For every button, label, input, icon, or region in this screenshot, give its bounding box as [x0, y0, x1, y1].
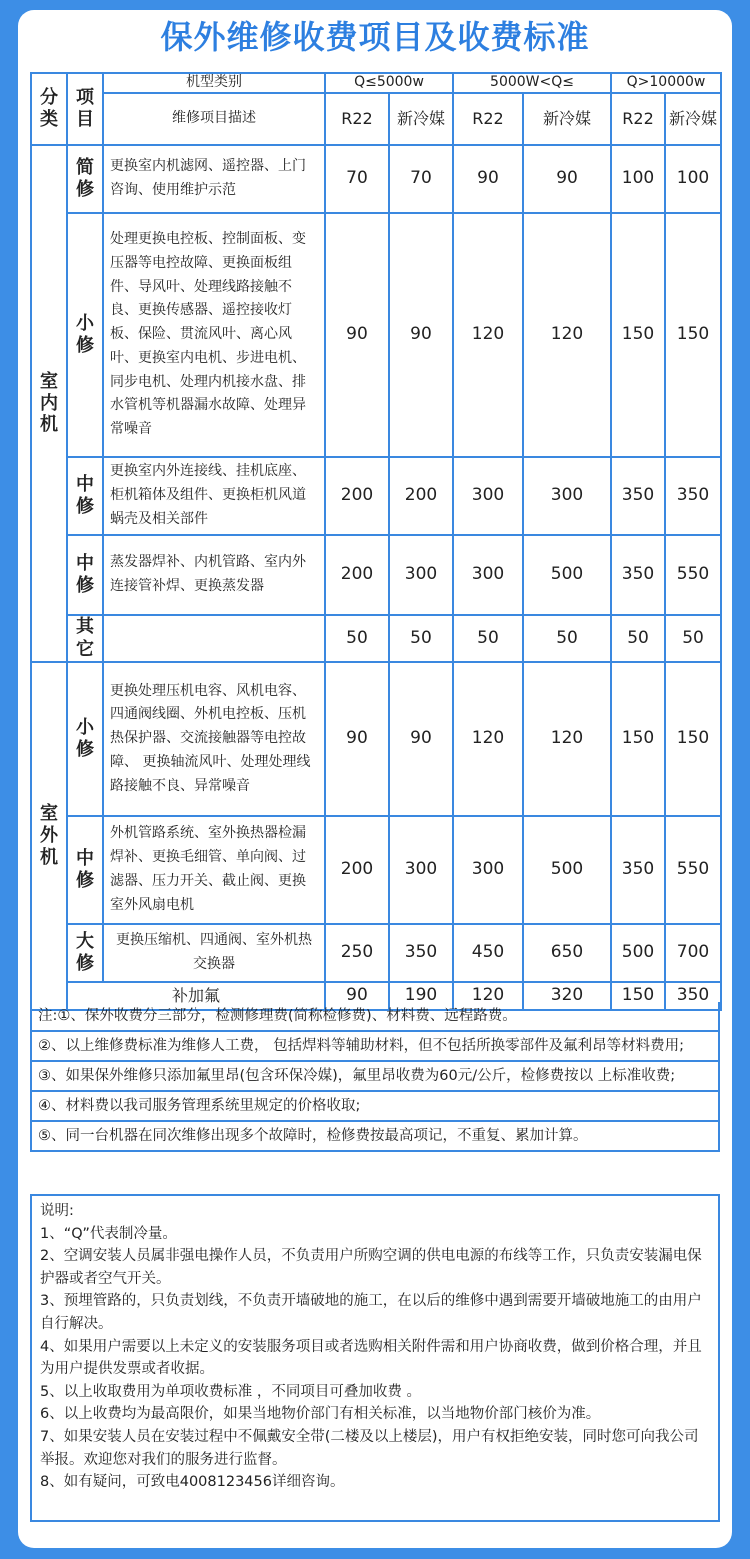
header-sub: R22	[611, 93, 665, 145]
fee-value: 150	[665, 213, 721, 457]
fee-value: 90	[523, 145, 611, 213]
item-desc: 蒸发器焊补、内机管路、室内外连接管补焊、更换蒸发器	[103, 535, 325, 615]
header-sub: 新冷媒	[665, 93, 721, 145]
fee-value: 700	[665, 924, 721, 982]
note-item: ⑤、同一台机器在同次维修出现多个故障时，检修费按最高项记，不重复、累加计算。	[30, 1122, 720, 1152]
fee-value: 450	[453, 924, 523, 982]
explanation-item: 1、“Q”代表制冷量。	[40, 1225, 177, 1242]
fee-value: 550	[665, 816, 721, 924]
explanation-item: 4、如果用户需要以上未定义的安装服务项目或者选购相关附件需和用户协商收费，做到价格合理，并且为用户提供发票或者收据。	[40, 1338, 702, 1378]
explanation-item: 3、预埋管路的，只负责划线，不负责开墙破地的施工，在以后的维修中遇到需要开墙破地施工的由用户自行解决。	[40, 1293, 702, 1332]
fee-value: 500	[523, 535, 611, 615]
explanation-item: 5、以上收取费用为单项收费标准 ，不同项目可叠加收费 。	[40, 1383, 421, 1400]
item-label: 中修	[67, 457, 103, 535]
item-desc: 外机管路系统、室外换热器检漏焊补、更换毛细管、单向阀、过滤器、压力开关、截止阀、更换室外风扇电机	[103, 816, 325, 924]
fee-value: 350	[611, 457, 665, 535]
explanation-box	[30, 1194, 720, 1522]
fee-value: 90	[325, 213, 389, 457]
header-sub: 新冷媒	[523, 93, 611, 145]
fee-value: 90	[389, 662, 453, 816]
item-label: 大修	[67, 924, 103, 982]
header-category: 分类	[31, 73, 67, 145]
item-desc: 更换处理压机电容、风机电容、四通阀线圈、外机电控板、压机热保护器、交流接触器等电控故障、 更换轴流风叶、处理处理线路接触不良、异常噪音	[103, 662, 325, 816]
fee-value: 300	[389, 535, 453, 615]
fee-value: 320	[523, 982, 611, 1010]
header-sub: 新冷媒	[389, 93, 453, 145]
table-row	[31, 924, 721, 982]
fee-value: 90	[325, 662, 389, 816]
fee-value: 350	[611, 535, 665, 615]
fee-value: 190	[389, 982, 453, 1010]
category-outdoor: 室外机	[31, 662, 67, 1010]
fee-value: 70	[389, 145, 453, 213]
table-row	[31, 213, 721, 457]
page-title: 保外维修收费项目及收费标准	[160, 18, 590, 56]
explanation-item: 8、如有疑问，可致电4008123456详细咨询。	[40, 1474, 345, 1491]
fee-value: 150	[611, 213, 665, 457]
header-range-1: Q≤5000w	[325, 73, 453, 93]
header-item: 项目	[67, 73, 103, 145]
explanation-item: 2、空调安装人员属非强电操作人员，不负责用户所购空调的供电电源的布线等工作，只负责安装漏电保护器或者空气开关。	[40, 1248, 702, 1287]
fee-value: 200	[325, 816, 389, 924]
fee-value: 120	[523, 213, 611, 457]
category-indoor: 室内机	[31, 145, 67, 662]
extra-label: 补加氟	[67, 982, 325, 1010]
explanation-heading: 说明:	[40, 1203, 74, 1219]
fee-value: 150	[611, 982, 665, 1010]
fee-value: 250	[325, 924, 389, 982]
fee-value: 200	[325, 457, 389, 535]
fee-value: 90	[325, 982, 389, 1010]
fee-value: 300	[453, 457, 523, 535]
note-item: ②、以上维修费标准为维修人工费， 包括焊料等辅助材料，但不包括所换零部件及氟利昂等材料费用;	[30, 1032, 720, 1062]
item-desc	[103, 615, 325, 662]
item-label: 简修	[67, 145, 103, 213]
fee-value: 50	[523, 615, 611, 662]
header-desc: 维修项目描述	[103, 93, 325, 145]
fee-value: 500	[611, 924, 665, 982]
fee-value: 300	[453, 816, 523, 924]
item-label: 其它	[67, 615, 103, 662]
fee-value: 50	[325, 615, 389, 662]
fee-value: 100	[665, 145, 721, 213]
fee-value: 350	[665, 982, 721, 1010]
header-sub: R22	[325, 93, 389, 145]
fee-value: 90	[389, 213, 453, 457]
fee-value: 120	[523, 662, 611, 816]
item-label: 小修	[67, 662, 103, 816]
fee-value: 50	[665, 615, 721, 662]
table-row	[31, 615, 721, 662]
fee-value: 150	[611, 662, 665, 816]
note-item: ③、如果保外维修只添加氟里昂(包含环保冷媒)，氟里昂收费为60元/公斤，检修费按以 上标准收费;	[30, 1062, 720, 1092]
explanation-item: 6、以上收费均为最高限价，如果当地物价部门有相关标准，以当地物价部门核价为准。	[40, 1406, 601, 1423]
item-desc: 更换室内机滤网、遥控器、上门咨询、使用维护示范	[103, 145, 325, 213]
fee-value: 70	[325, 145, 389, 213]
note-item: 注:①、保外收费分三部分，检测修理费(简称检修费)、材料费、远程路费。	[30, 1002, 720, 1032]
table-row	[31, 145, 721, 213]
fee-value: 300	[389, 816, 453, 924]
notes-section	[30, 1002, 720, 1152]
fee-value: 120	[453, 662, 523, 816]
fee-table	[30, 72, 722, 1011]
item-label: 中修	[67, 535, 103, 615]
note-item: ④、材料费以我司服务管理系统里规定的价格收取;	[30, 1092, 720, 1122]
fee-value: 550	[665, 535, 721, 615]
explanation-item: 7、如果安装人员在安装过程中不佩戴安全带(二楼及以上楼层)，用户有权拒绝安装，同时您可向我公司举报。欢迎您对我们的服务进行监督。	[40, 1428, 699, 1468]
table-row	[31, 816, 721, 924]
header-range-3: Q>10000w	[611, 73, 721, 93]
header-sub: R22	[453, 93, 523, 145]
header-range-2: 5000W<Q≤	[453, 73, 611, 93]
fee-value: 90	[453, 145, 523, 213]
fee-value: 200	[325, 535, 389, 615]
fee-value: 120	[453, 982, 523, 1010]
fee-value: 150	[665, 662, 721, 816]
item-label: 小修	[67, 213, 103, 457]
fee-value: 200	[389, 457, 453, 535]
fee-value: 350	[611, 816, 665, 924]
fee-value: 50	[453, 615, 523, 662]
fee-value: 500	[523, 816, 611, 924]
item-desc: 更换压缩机、四通阀、室外机热交换器	[103, 924, 325, 982]
fee-value: 120	[453, 213, 523, 457]
table-row	[31, 457, 721, 535]
fee-value: 350	[665, 457, 721, 535]
fee-value: 50	[611, 615, 665, 662]
fee-value: 300	[523, 457, 611, 535]
fee-value: 650	[523, 924, 611, 982]
table-row	[31, 535, 721, 615]
item-label: 中修	[67, 816, 103, 924]
item-desc: 处理更换电控板、控制面板、变压器等电控故障、更换面板组件、导风叶、处理线路接触不良、更换传感器、遥控接收灯板、保险、贯流风叶、离心风叶、更换室内电机、步进电机、同步电机、处理内机接水盘、排水管机等机器漏水故障、处理异常噪音	[103, 213, 325, 457]
fee-value: 300	[453, 535, 523, 615]
table-row	[31, 662, 721, 816]
item-desc: 更换室内外连接线、挂机底座、柜机箱体及组件、更换柜机风道蜗壳及相关部件	[103, 457, 325, 535]
header-model-type: 机型类别	[103, 73, 325, 93]
fee-value: 50	[389, 615, 453, 662]
fee-value: 350	[389, 924, 453, 982]
fee-value: 100	[611, 145, 665, 213]
